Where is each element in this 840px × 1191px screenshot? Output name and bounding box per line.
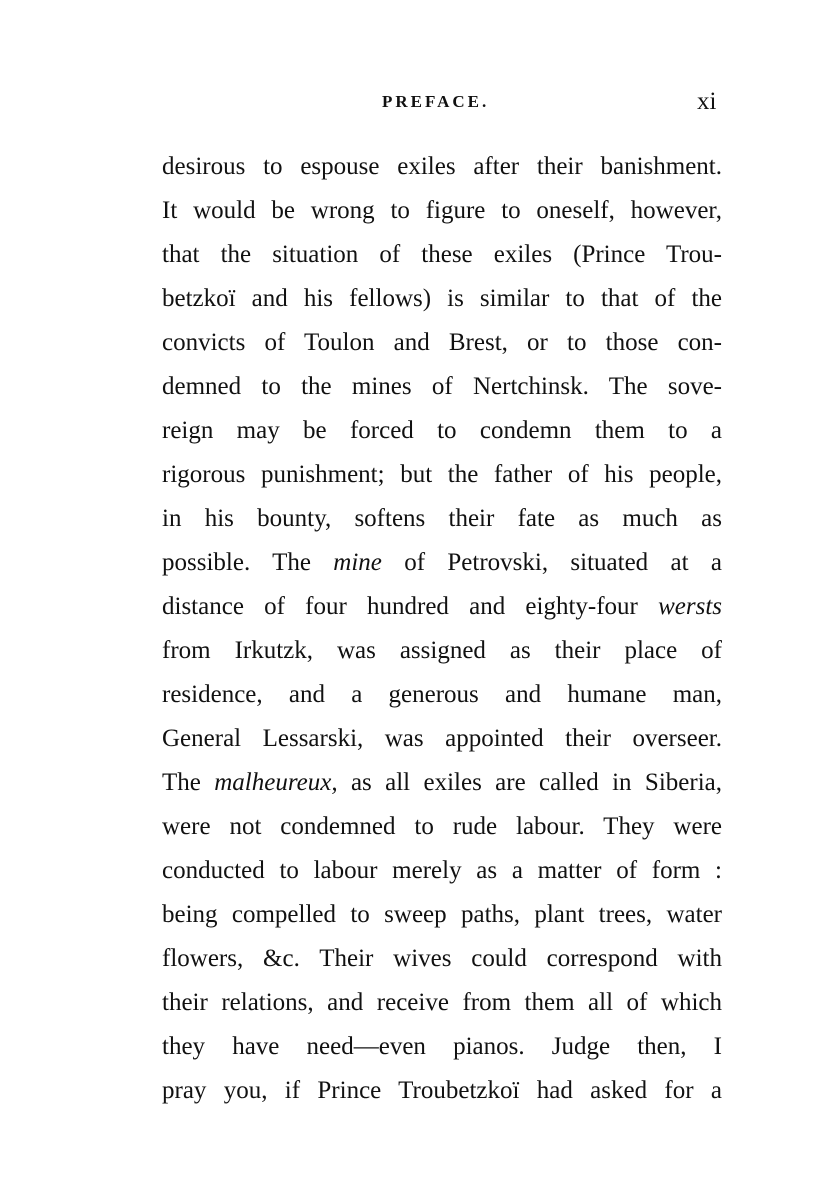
text-line: in his bounty, softens their fate as much as bbox=[162, 505, 722, 532]
text-line: General Lessarski, was appointed their overseer. bbox=[162, 725, 722, 752]
text-line: flowers, &c. Their wives could correspond with bbox=[162, 945, 722, 972]
text-line: pray you, if Prince Troubetzkoï had asked for a bbox=[162, 1077, 722, 1104]
text-line: betzkoï and his fellows) is similar to that of the bbox=[162, 285, 722, 312]
text-line: reign may be forced to condemn them to a bbox=[162, 417, 722, 444]
text-line: demned to the mines of Nertchinsk. The sove- bbox=[162, 373, 722, 400]
page-number: xi bbox=[697, 88, 717, 115]
text-line: they have need—even pianos. Judge then, I bbox=[162, 1033, 722, 1060]
text-line: The malheureux, as all exiles are called in Siberia, bbox=[162, 769, 722, 796]
body-text bbox=[162, 145, 722, 1113]
text-line: their relations, and receive from them all of which bbox=[162, 989, 722, 1016]
text-line: conducted to labour merely as a matter of form : bbox=[162, 857, 722, 884]
text-line: residence, and a generous and humane man, bbox=[162, 681, 722, 708]
text-line: convicts of Toulon and Brest, or to those con- bbox=[162, 329, 722, 356]
italic-word: malheureux, bbox=[214, 769, 338, 796]
running-head-title: PREFACE. bbox=[382, 92, 490, 111]
text-line: desirous to espouse exiles after their banishment. bbox=[162, 153, 722, 180]
text-line: It would be wrong to figure to oneself, however, bbox=[162, 197, 722, 224]
text-line: distance of four hundred and eighty-four wersts bbox=[162, 593, 722, 620]
running-head bbox=[0, 88, 840, 122]
text-line: possible. The mine of Petrovski, situated at a bbox=[162, 549, 722, 576]
text-line: that the situation of these exiles (Prince Trou- bbox=[162, 241, 722, 268]
text-line: rigorous punishment; but the father of his people, bbox=[162, 461, 722, 488]
text-line: being compelled to sweep paths, plant trees, water bbox=[162, 901, 722, 928]
text-line: were not condemned to rude labour. They were bbox=[162, 813, 722, 840]
italic-word: wersts bbox=[658, 593, 722, 620]
text-line: from Irkutzk, was assigned as their place of bbox=[162, 637, 722, 664]
italic-word: mine bbox=[333, 549, 382, 576]
